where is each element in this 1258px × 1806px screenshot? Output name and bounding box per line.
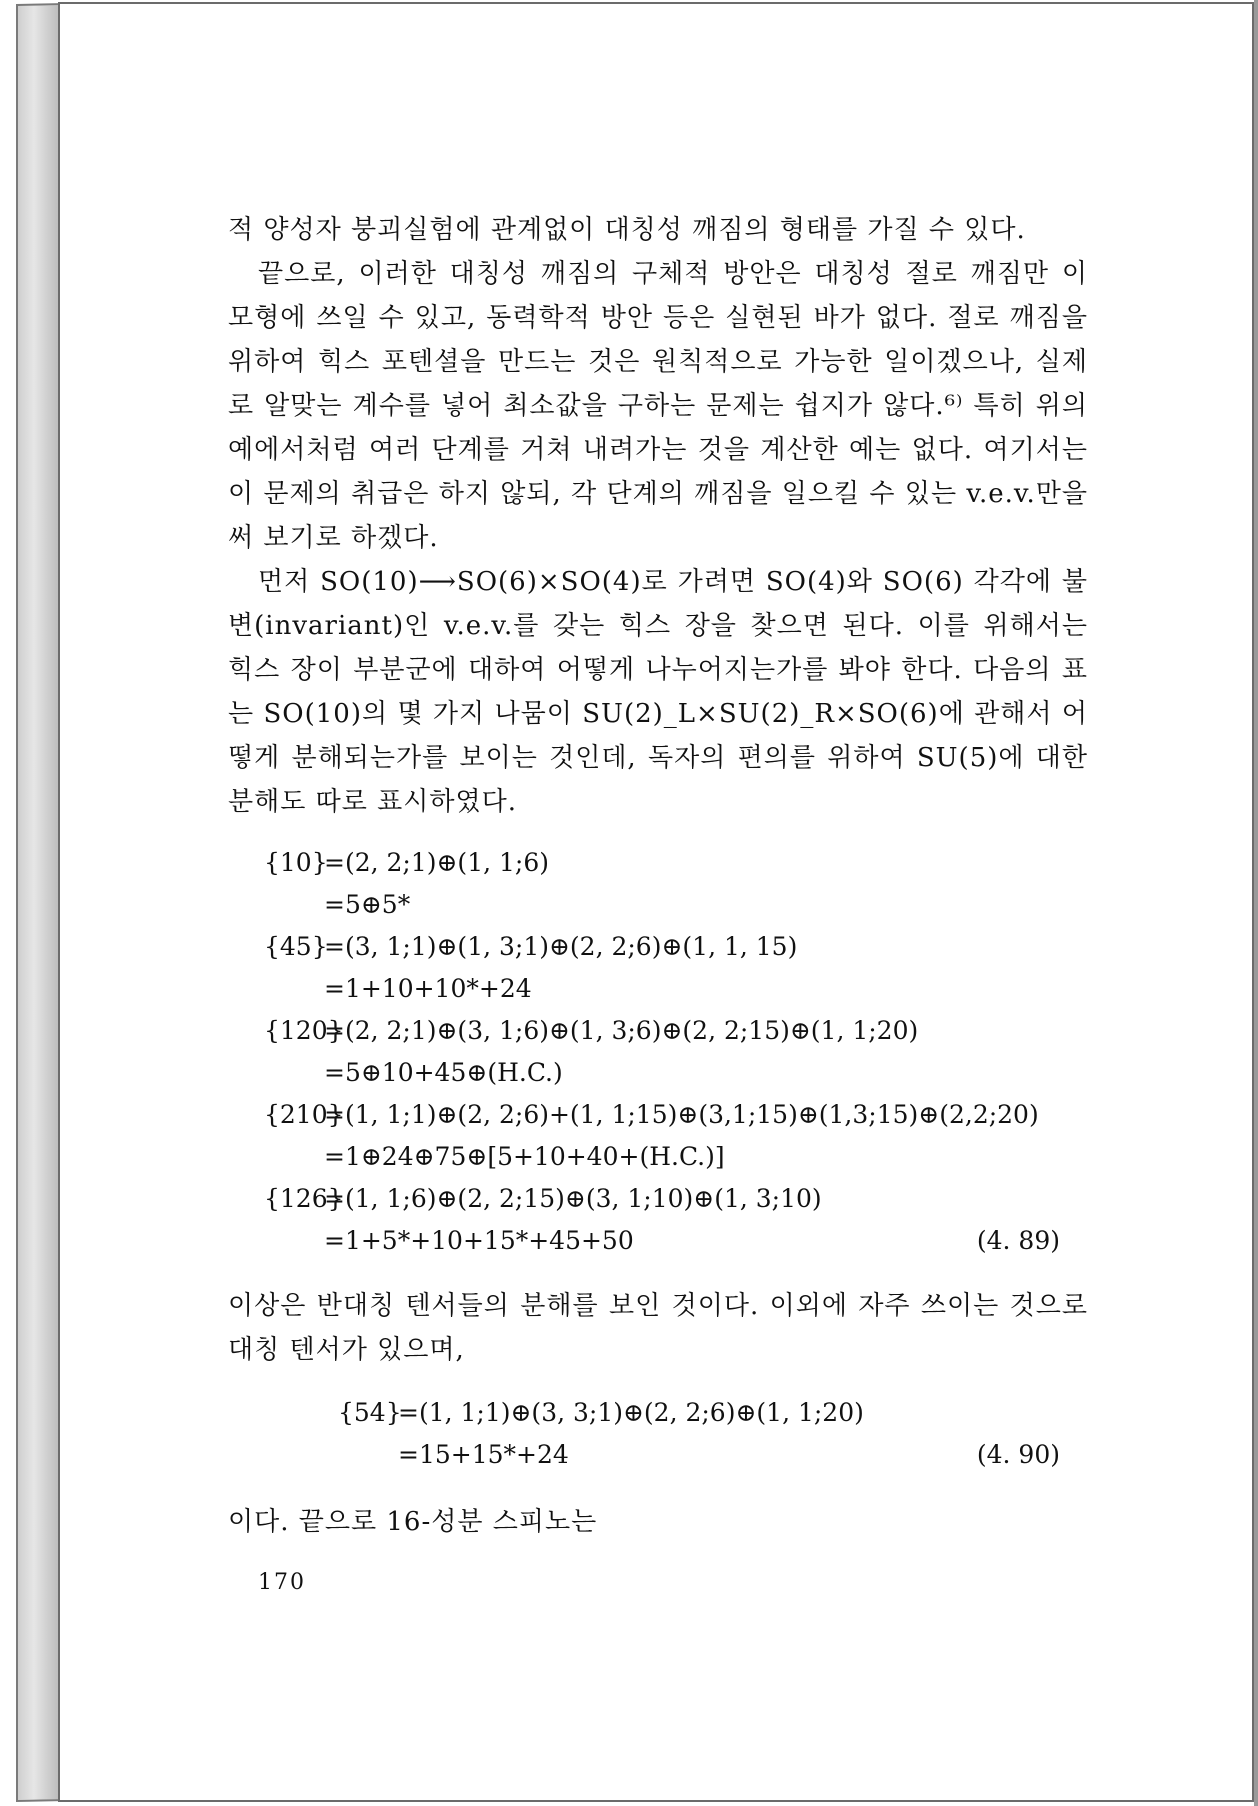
equation-row <box>228 926 1088 968</box>
equation-lhs: {210} <box>264 1100 344 1129</box>
equation-block-2 <box>228 1392 1088 1476</box>
page-number: 170 <box>258 1570 306 1595</box>
equation-rhs: =15+15*+24 <box>398 1440 569 1469</box>
paragraph-5: 이다. 끝으로 16-성분 스피노는 <box>228 1507 598 1537</box>
equation-rhs: =1⊕24⊕75⊕[5+10+40+(H.C.)] <box>324 1142 725 1171</box>
equation-lhs: {45} <box>264 932 328 961</box>
equation-lhs: {120} <box>264 1016 344 1045</box>
page-edge-shadow <box>1254 0 1258 1806</box>
equation-rhs: =(2, 2;1)⊕(1, 1;6) <box>324 848 549 877</box>
paragraph-2: 끝으로, 이러한 대칭성 깨짐의 구체적 방안은 대칭성 절로 깨짐만 이 모형에 쓰일 수 있고, 동력학적 방안 등은 실현된 바가 없다. 절로 깨짐을 위하여 힉스 포텐셜을 만드는 것은 원칙적으로 가능한 일이겠으나, 실제로 알맞는 계수를 넣어 최소값을 구하는 문제는 쉽지가 않다.⁶⁾ 특히 위의 예에서처럼 여러 단계를 거쳐 내려가는 것을 계산한 예는 없다. 여기서는 이 문제의 취급은 하지 않되, 각 단계의 깨짐을 일으킬 수 있는 v.e.v.만을 써 보기로 하겠다. <box>228 259 1088 553</box>
equation-row <box>228 1010 1088 1052</box>
equation-row <box>228 842 1088 884</box>
equation-lhs: {126} <box>264 1184 344 1213</box>
equation-block-1 <box>228 842 1088 1262</box>
equation-rhs: =5⊕10+45⊕(H.C.) <box>324 1058 563 1087</box>
equation-rhs: =(1, 1;6)⊕(2, 2;15)⊕(3, 1;10)⊕(1, 3;10) <box>324 1184 822 1213</box>
equation-number: (4. 89) <box>976 1226 1060 1255</box>
equation-rhs: =(2, 2;1)⊕(3, 1;6)⊕(1, 3;6)⊕(2, 2;15)⊕(1, 1;20) <box>324 1016 919 1045</box>
equation-row <box>228 1434 1088 1476</box>
equation-row <box>228 1178 1088 1220</box>
paragraph-3: 먼저 SO(10)⟶SO(6)×SO(4)로 가려면 SO(4)와 SO(6) 각각에 불변(invariant)인 v.e.v.를 갖는 힉스 장을 찾으면 된다. 이를 위해서는 힉스 장이 부분군에 대하여 어떻게 나누어지는가를 봐야 한다. 다음의 표는 SO(10)의 몇 가지 나뭄이 SU(2)_L×SU(2)_R×SO(6)에 관해서 어떻게 분해되는가를 보이는 것인데, 독자의 편의를 위하여 SU(5)에 대한 분해도 따로 표시하였다. <box>228 567 1088 817</box>
equation-lhs: {10} <box>264 848 328 877</box>
equation-row <box>228 1220 1088 1262</box>
equation-row <box>228 1094 1088 1136</box>
equation-rhs: =(1, 1;1)⊕(3, 3;1)⊕(2, 2;6)⊕(1, 1;20) <box>398 1398 864 1427</box>
page-content <box>228 208 1088 1544</box>
equation-row <box>228 1052 1088 1094</box>
equation-row <box>228 1392 1088 1434</box>
equation-lhs: {54} <box>338 1398 402 1427</box>
book-spine <box>16 3 60 1802</box>
equation-number: (4. 90) <box>976 1440 1060 1469</box>
equation-rhs: =1+10+10*+24 <box>324 974 532 1003</box>
equation-rhs: =(1, 1;1)⊕(2, 2;6)+(1, 1;15)⊕(3,1;15)⊕(1,3;15)⊕(2,2;20) <box>324 1100 1039 1129</box>
paragraph-4: 이상은 반대칭 텐서들의 분해를 보인 것이다. 이외에 자주 쓰이는 것으로 대칭 텐서가 있으며, <box>228 1291 1088 1365</box>
equation-rhs: =5⊕5* <box>324 890 411 919</box>
equation-row <box>228 968 1088 1010</box>
equation-rhs: =1+5*+10+15*+45+50 <box>324 1226 634 1255</box>
paragraph-1: 적 양성자 붕괴실험에 관계없이 대칭성 깨짐의 형태를 가질 수 있다. <box>228 215 1026 245</box>
equation-row <box>228 1136 1088 1178</box>
equation-row <box>228 884 1088 926</box>
equation-rhs: =(3, 1;1)⊕(1, 3;1)⊕(2, 2;6)⊕(1, 1, 15) <box>324 932 798 961</box>
